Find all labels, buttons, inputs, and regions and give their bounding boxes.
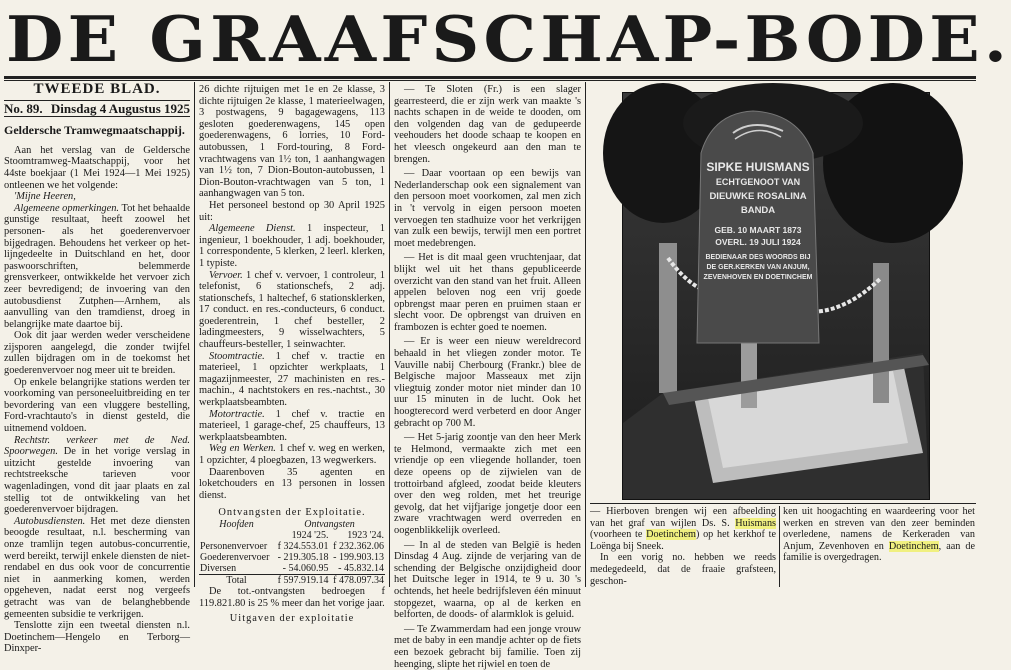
table-row <box>199 563 385 575</box>
table-cell: Goederenvervoer <box>200 551 270 563</box>
inscription-line: SIPKE HUISMANS <box>706 160 810 174</box>
table-cell: Personenvervoer <box>200 540 268 552</box>
paragraph: Aan het verslag van de Geldersche Stoomtramweg-Maatschappij, voor het 44ste boekjaar (1 Mei 1924—1 Mei 1925) ontleenen we het volgende: <box>4 144 190 191</box>
section-lead: Algemeene Dienst. <box>209 223 296 235</box>
paragraph: Het personeel bestond op 30 April 1925 uit: <box>199 199 385 223</box>
column-divider <box>194 82 195 587</box>
inscription-line: DIEUWKE ROSALINA <box>709 191 807 202</box>
paragraph: — Daar voortaan op een bewijs van Nederlanderschap ook een signalement van den persoon moet voorkomen, zal men zich in 't vervolg in eigen persoon moeten vervoegen ten stadhuize voor het verkrijgen van zulk een bewijs, terwijl men een portret moet medebrengen. <box>394 168 581 249</box>
inscription-line: BEDIENAAR DES WOORDS BIJ <box>705 254 811 261</box>
paragraph <box>199 443 385 466</box>
column-divider <box>389 82 390 587</box>
paragraph <box>199 270 385 351</box>
paragraph <box>4 435 190 516</box>
caption-text: In een vorig no. hebben we reeds medegedeeld, dat de fraaie grafsteen, geschon- <box>590 552 776 587</box>
highlighted-text: Huismans <box>735 517 776 529</box>
paragraph-text: 1 inspecteur, 1 ingenieur, 1 boekhouder, 1 adj. boekhouder, 1 correspondente, 5 klerken, 2 leerl. klerken, 1 typiste. <box>199 223 385 269</box>
caption-text: ken uit hoogachting en waardeering voor het werken en streven van den zeer beminden overledene, namens de Kerkeraden van Anjum, Zevenhoven en <box>783 506 975 552</box>
inscription-line: ECHTGENOOT VAN <box>715 177 801 187</box>
issue-date: Dinsdag 4 Augustus 1925 <box>50 100 190 116</box>
inscription-line: BANDA <box>740 205 776 216</box>
table-cell: - 199.903.13 <box>333 551 384 563</box>
paragraph-text: Het met deze diensten beoogde resultaat, n.l. bescherming van onze tramlijn tegen autobus-concurrentie, werd bereikt, terwijl enkele diensten de niet-rendabel en dus ook voor de concurrentie niet in aanmerking komen, werden opgeheven, nadat eerst nog vergeefs getracht was van de belanghebbende gemeenten subsidie te verkrijgen. <box>4 515 190 620</box>
paragraph-text: De in het vorige verslag in uitzicht gestelde invoering van rechtstreeksche tarieven voor wagenladingen, vond dit jaar plaats en zal stellig tot de ontwikkeling van het goederenvervoer bijdragen. <box>4 446 190 516</box>
table-row <box>199 552 385 563</box>
table-cell: Diversen <box>200 562 237 574</box>
inscription-line: OVERL. 19 JULI 1924 <box>715 237 801 247</box>
section-lead: Autobusdiensten. <box>14 515 86 527</box>
issue-number: No. 89. <box>4 100 43 116</box>
caption-text: (voorheen te <box>590 529 647 541</box>
column-2 <box>199 84 386 625</box>
table-subtitle: Ontvangsten <box>304 518 355 530</box>
table-year: 1924 '25. <box>291 529 329 541</box>
table-row <box>199 541 385 552</box>
article-title: Geldersche Tramwegmaatschappij. <box>4 123 185 138</box>
photo-frame-rule <box>590 503 976 504</box>
gravestone-illustration <box>623 93 929 499</box>
newspaper-title: DE GRAAFSCHAP-BODE. <box>6 2 1011 76</box>
table-rowhead: Hoofden <box>219 518 254 530</box>
caption-divider <box>779 506 780 587</box>
caption-text: — Hierboven brengen wij een afbeelding van het graf van wijlen Ds. S. <box>590 506 776 529</box>
paragraph: — Te Sloten (Fr.) is een slager gearresteerd, die er zijn werk van maakte 's nachts schapen in de weide te dooden, om den volgenden dag van de gedupeerde veehouders het doode schaap te koopen en het vleesch ongekeurd aan den man te brengen. <box>394 84 581 165</box>
inscription-line: GEB. 10 MAART 1873 <box>714 225 802 235</box>
paragraph-text: 1 chef v. tractie en materieel, 1 garage-chef, 25 chauffeurs, 13 werkplaatsbeambten. <box>199 408 385 443</box>
salutation: 'Mijne Heeren, <box>14 191 76 203</box>
issue-line <box>4 100 190 118</box>
paragraph: — Het is dit maal geen vruchtenjaar, dat blijkt wel uit het thans gepubliceerde overzicht van den stand van het fruit. Alleen appelen beloven nog een vrij goede opbrengst maar peren en pruimen staan er slecht voor. De opbrengst van druiven en frambozen is echter goed te noemen. <box>394 252 581 333</box>
paragraph: — Te Zwammerdam had een jonge vrouw met de baby in een mandje achter op de fiets een bezoek gebracht bij familie. Toen zij heenging, slipte het rijwiel en toen de <box>394 623 581 670</box>
gravestone-photo <box>622 92 930 500</box>
table-total-row <box>199 574 385 586</box>
highlighted-text: Doetinchem <box>646 529 696 541</box>
paragraph <box>4 516 190 620</box>
paragraph-text: 1 chef v. tractie en materieel, 1 opzichter werkplaats, 1 magazijnmeester, 27 machinisten en res.-machin., 4 nachtstokers en res.-nachtst., 30 werkplaatsbeambten. <box>199 350 385 409</box>
paragraph <box>199 409 385 444</box>
revenue-table <box>199 519 385 586</box>
masthead <box>0 0 1011 78</box>
paragraph <box>199 351 385 409</box>
inscription-line: ZEVENHOVEN EN DOETINCHEM <box>703 274 813 281</box>
paragraph: Op enkele belangrijke stations werden ter voorkoming van personeeluitbreiding en ter bevordering van een vluggere bestelling, Ford-vrachtauto's in dienst gesteld, die uitnemend voldoen. <box>4 376 190 435</box>
photo-caption-right <box>783 506 975 564</box>
caption-text: ) op het kerkhof te Loënga bij Sneek. <box>590 529 777 552</box>
paragraph: — Het 5-jarig zoontje van den heer Merk te Helmond, vermaakte zich met een vriendje op een vliegende hollander, toen deze opeens op de zijwielen van de trottoirband afgleed, zoodat beide kleuters over den weg rolden, met het treurige gevolg, dat het vijfjarige jongetje door een zware vrachtwagen werd overreden en oogenblikkelijk overleed. <box>394 432 581 536</box>
highlighted-text: Doetinchem <box>888 540 939 552</box>
table-cell: - 219.305.18 <box>277 551 329 563</box>
table-cell: f 324.553.01 <box>277 540 329 552</box>
column-divider <box>585 82 586 587</box>
section-lead: Vervoer. <box>209 269 243 281</box>
table-title: Ontvangsten der Exploitatie. <box>218 507 366 519</box>
paragraph: Ook dit jaar werden weder verscheidene zijsporen aangelegd, die zonder twijfel zullen bijdragen om in de toekomst het goederenvervoer nog meer uit te breiden. <box>4 330 190 377</box>
section-lead: Weg en Werken. <box>209 443 276 455</box>
section-lead: Rechtstr. verkeer met de Ned. Spoorwegen. <box>4 434 190 458</box>
paragraph <box>4 203 190 331</box>
inscription-line: DE GER.KERKEN VAN ANJUM, <box>706 264 810 271</box>
table-cell: - 45.832.14 <box>338 562 384 574</box>
table-cell: f 478.097.34 <box>333 574 384 586</box>
paragraph: — Er is weer een nieuw wereldrecord behaald in het vliegen zonder motor. Te Vauville nabij Cherbourg (Frankr.) blee de Belgische majoor Masseaux met zijn vliegtuig zonder motor niet minder dan 10 uur 15 minuten in de lucht. Ook het hoogterecord werd verbeterd en door Anger gebracht op 700 M. <box>394 336 581 429</box>
column-3 <box>394 84 581 670</box>
paragraph: 26 dichte rijtuigen met 1e en 2e klasse, 3 dichte rijtuigen 2e klasse, 1 materieelwagen, 3 postwagens, 9 bagagewagens, 113 gesloten goederenwagens, 145 open goederenwagens, 6 lorries, 10 Ford-autobussen, 1 Ford-touring, 8 Ford-vrachtwagens van 1½ ton, 1 aanhangwagen van 1½ ton, 7 Dion-Bouton-autobussen, 1 Dion-Bouton-vrachtwagen van 5 ton, 1 aanhangwagen van 5 ton. <box>199 84 385 200</box>
caption-text: , aan de familie is overgedragen. <box>783 540 975 564</box>
section-heading: Uitgaven der exploitatie <box>229 613 355 625</box>
masthead-rule <box>4 76 976 79</box>
paragraph: De tot.-ontvangsten bedroegen f 119.821.80 is 25 % meer dan het vorige jaar. <box>199 585 385 609</box>
paragraph: Tenslotte zijn een tweetal diensten n.l. Doetinchem—Hengelo en Terborg—Dinxper- <box>4 620 190 655</box>
section-lead: Stoomtractie. <box>209 350 265 362</box>
table-year: 1923 '24. <box>347 529 384 541</box>
section-label: TWEEDE BLAD. <box>33 81 161 97</box>
paragraph: — In al de steden van België is heden Dinsdag 4 Aug. zijnde de verjaring van de schending der Belgische onzijdigheid door het Duitsche leger in 1914, te 9 u. 30 's ochtends, het heele bedrijfsleven één minuut stopgezet, waarna, op al de kerken en belforten, de doods- of alarmklok is geluid. <box>394 539 581 621</box>
paragraph <box>199 223 385 269</box>
table-cell: f 232.362.06 <box>333 540 384 552</box>
table-cell: - 54.060.95 <box>282 562 329 574</box>
column-1 <box>4 81 190 655</box>
paragraph-text: Tot het behaalde gunstige resultaat, heeft zoowel het personen- als het goederenvervoer bijgedragen. Behoudens het verkeer op het-lijngedeelte in Duitschland en het, door paswoorschriften, belemmerde grensverkeer, ontwikkelde het vervoer zich zeer bevredigend; de invoering van den autobusdienst Zutphen—Arnhem, als aanvulling van den tramdienst, droeg in belangrijke mate daartoe bij. <box>4 202 190 330</box>
table-cell: f 597.919.14 <box>277 574 329 586</box>
paragraph-text: 1 chef v. weg en werken, 1 opzichter, 4 ploegbazen, 13 wegwerkers. <box>199 443 386 466</box>
paragraph-text: 1 chef v. vervoer, 1 controleur, 1 telefonist, 6 stationschefs, 2 adj. stationschefs, 1 haltechef, 6 stationsklerken, 17 conduct. en res.-conducteurs, 6 conduct. goederentrein, 1 chef besteller, 2 ladingmeesters, 9 wisselwachters, 5 chauffeurs-besteller, 1 seinwachter. <box>199 269 385 351</box>
paragraph: Daarenboven 35 agenten en loketchouders en 13 personen in lossen dienst. <box>199 466 385 501</box>
photo-caption-left <box>590 506 776 587</box>
table-cell: Total <box>226 574 247 586</box>
section-lead: Motortractie. <box>209 408 265 420</box>
section-lead: Algemeene opmerkingen. <box>14 202 120 214</box>
